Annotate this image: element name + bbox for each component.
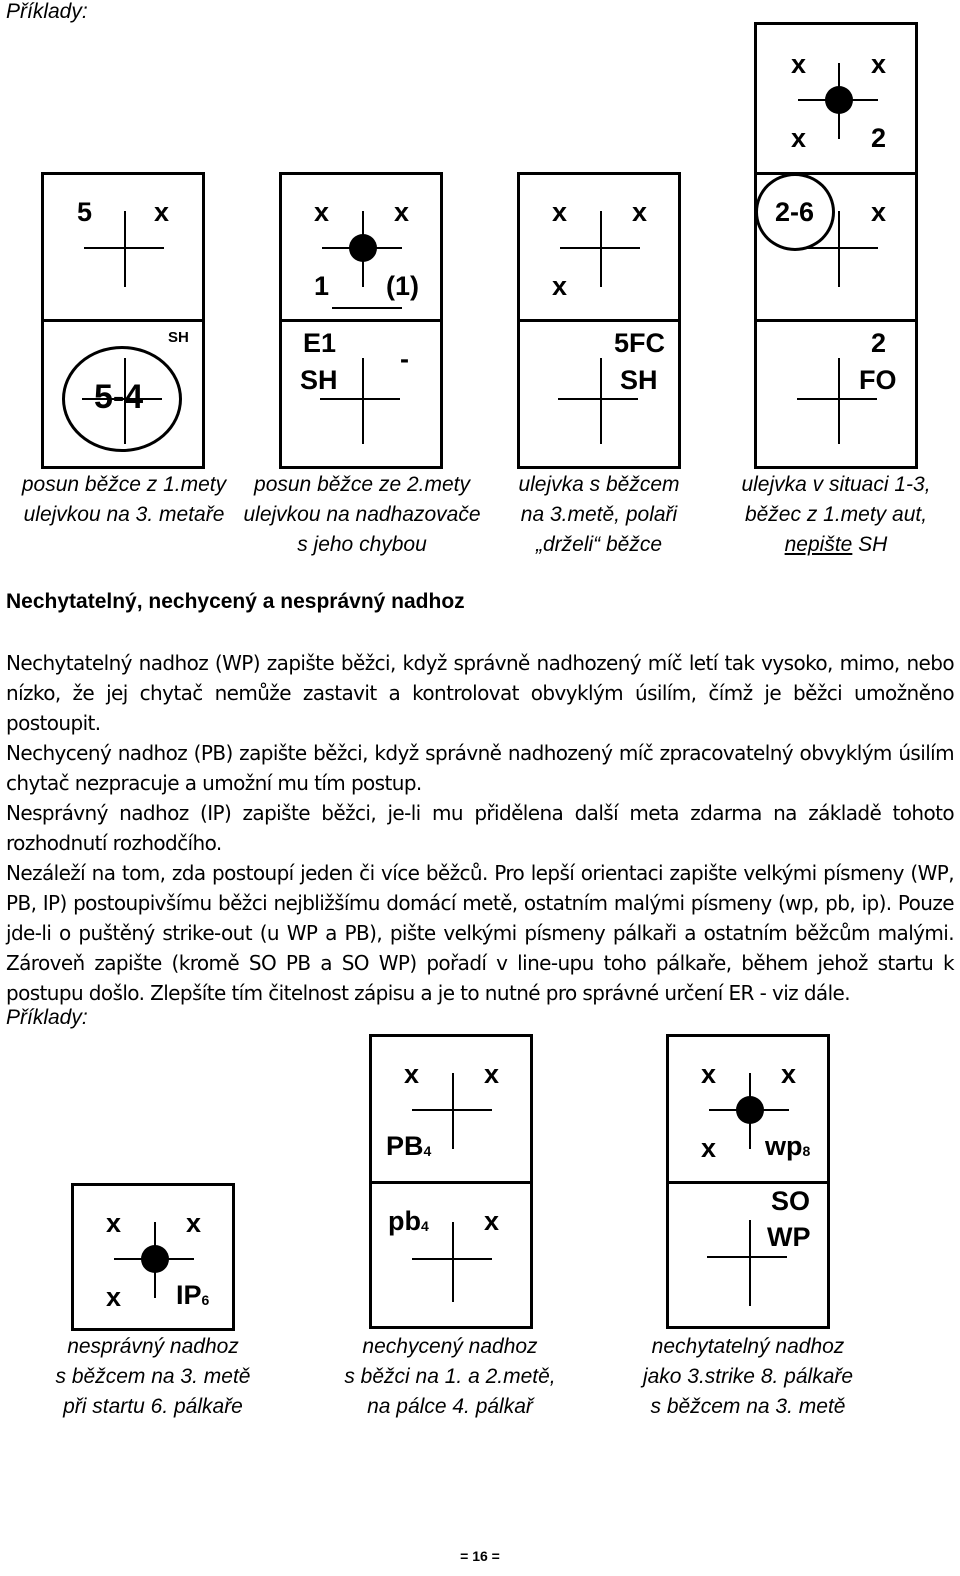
- mark-bl: x: [552, 271, 568, 301]
- scorebox-upper: [666, 1034, 830, 1184]
- runner-dot: [736, 1096, 764, 1124]
- mark-out-fc: 5FC: [614, 328, 666, 358]
- mark-bl: x: [701, 1133, 717, 1163]
- diamond-vertical: [838, 358, 840, 444]
- diamond-horizontal: [412, 1109, 492, 1111]
- caption-line: ulejvkou na 3. metaře: [23, 503, 225, 526]
- caption: [232, 470, 492, 560]
- runner-dot: [825, 86, 853, 114]
- mark-tl: x: [404, 1059, 420, 1089]
- scorebox-upper: [369, 1034, 533, 1184]
- mark-out-play: 2-6: [775, 197, 815, 227]
- caption-line: ulejvka s běžcem: [518, 473, 680, 496]
- mark-tr: x: [186, 1208, 202, 1238]
- mark-sh: SH: [300, 365, 338, 395]
- caption: [33, 1332, 273, 1422]
- mark-tr: x: [394, 197, 410, 227]
- mark-force-out: FO: [859, 365, 897, 395]
- mark-passed-ball: [386, 1133, 431, 1160]
- mark-sub: 6: [201, 1292, 210, 1308]
- diamond-vertical: [124, 211, 126, 287]
- caption-line: s běžcem na 3. metě: [650, 1395, 846, 1418]
- mark-tr: x: [781, 1059, 797, 1089]
- mark-strikeout: SO: [771, 1186, 811, 1216]
- runner-dot: [141, 1245, 169, 1273]
- mark-tr: x: [871, 49, 887, 79]
- caption-line: posun běžce z 1.mety: [21, 473, 227, 496]
- diamond-horizontal: [707, 1256, 787, 1258]
- scorebox-lower: [666, 1181, 830, 1329]
- mark-tr: x: [154, 197, 170, 227]
- mark-wild-pitch-lower: WP: [767, 1222, 811, 1252]
- paragraph: Nezáleží na tom, zda postoupí jeden či více běžců. Pro lepší orientaci zapište velkými písmeny (WP, PB, IP) postoupivšímu běžci nejbližšímu domácí metě, ostatním malými písmeny (wp, pb, ip). Pouze jde-li o puštěný strike-out (u WP a PB), pište velkými písmeny pálkaři a ostatním běžcům malými. Zároveň zapište (kromě SO PB a SO WP) pořadí v line-upu toho pálkaře, během jehož startu k postupu došlo. Zlepšíte tím čitelnost zápisu a je to nutné pro správné určení ER - viz dále.: [6, 861, 954, 1005]
- runner-dot: [349, 234, 377, 262]
- mark-out-play: 5-4: [94, 378, 144, 416]
- examples-label-top: Příklady:: [6, 0, 88, 23]
- mark-tl: 5: [77, 197, 93, 227]
- caption: [618, 1332, 878, 1422]
- section-heading: Nechytatelný, nechycený a nesprávný nadhoz: [6, 590, 465, 613]
- caption-rest: SH: [852, 533, 888, 556]
- mark-main: pb: [388, 1206, 421, 1236]
- caption-line: nechytatelný nadhoz: [651, 1335, 845, 1358]
- caption-line: běžec z 1.mety aut,: [744, 503, 928, 526]
- caption: [479, 470, 719, 560]
- mark-sub: 4: [421, 1218, 429, 1234]
- mark-tr: x: [632, 197, 648, 227]
- mark-wild-pitch: [765, 1133, 810, 1160]
- caption-line: jako 3.strike 8. pálkaře: [642, 1365, 854, 1388]
- mark-tl: x: [552, 197, 568, 227]
- caption-line: s běžcem na 3. metě: [55, 1365, 251, 1388]
- scorebox-upper: [754, 172, 918, 322]
- scorebox-upper: [41, 172, 205, 322]
- mark-tl: x: [791, 49, 807, 79]
- diamond-horizontal: [560, 247, 640, 249]
- examples-label-bottom: Příklady:: [6, 1006, 88, 1029]
- mark-br: 2: [871, 123, 887, 153]
- scorebox-lower: [279, 319, 443, 469]
- scorebox-lower: [41, 319, 205, 469]
- mark-error: E1: [303, 328, 337, 358]
- mark-br: (1): [386, 271, 419, 301]
- mark-bl: x: [106, 1282, 122, 1312]
- diamond-horizontal: [320, 398, 400, 400]
- paragraph: Nechytatelný nadhoz (WP) zapište běžci, když správně nadhozený míč letí tak vysoko, mimo, nebo nízko, že jej chytač nemůže zastavit a kontrolovat obvyklým úsilím, čímž je běžci umožněno postoupit.: [6, 651, 954, 735]
- underline: [332, 307, 402, 309]
- diamond-vertical: [600, 211, 602, 287]
- caption-line: ulejvkou na nadhazovače: [243, 503, 481, 526]
- diamond-horizontal: [797, 398, 877, 400]
- diamond-vertical: [452, 1073, 454, 1149]
- mark-main: IP: [176, 1280, 202, 1310]
- mark-tl: x: [106, 1208, 122, 1238]
- diamond-vertical: [362, 358, 364, 444]
- mark-sh: SH: [620, 365, 658, 395]
- mark-tl: x: [701, 1059, 717, 1089]
- mark-out-num: 2: [871, 328, 887, 358]
- caption-line: „drželi“ běžce: [535, 533, 663, 556]
- paragraph: Nechycený nadhoz (PB) zapište běžci, když správně nadhozený míč zpracovatelný obvyklým úsilím chytač nezpracuje a umožní mu tím postup.: [6, 741, 954, 795]
- diamond-horizontal: [412, 1258, 492, 1260]
- body-text: [6, 648, 954, 1008]
- scorebox-upper: [279, 172, 443, 322]
- caption: [320, 1332, 580, 1422]
- scorebox-lower: [369, 1181, 533, 1329]
- caption-line: posun běžce ze 2.mety: [254, 473, 470, 496]
- mark-tr: x: [484, 1206, 500, 1236]
- caption: [2, 470, 246, 530]
- scorebox-lower: [754, 319, 918, 469]
- mark-sub: 8: [802, 1143, 811, 1159]
- diamond-vertical: [600, 358, 602, 444]
- mark-bl: x: [791, 123, 807, 153]
- diamond-vertical: [452, 1222, 454, 1302]
- diamond-horizontal: [558, 398, 638, 400]
- caption: [716, 470, 956, 560]
- caption-line: s jeho chybou: [297, 533, 427, 556]
- mark-tr: x: [871, 197, 887, 227]
- scorebox-lower: [517, 319, 681, 469]
- mark-main: PB: [386, 1131, 424, 1161]
- caption-line: na 3.metě, polaři: [520, 503, 678, 526]
- mark-sub: 4: [423, 1143, 432, 1159]
- mark-main: wp: [765, 1131, 803, 1161]
- mark-passed-ball-lower: [388, 1208, 429, 1235]
- caption-line: při startu 6. pálkaře: [63, 1395, 243, 1418]
- caption-line: nechycený nadhoz: [362, 1335, 538, 1358]
- page-number: = 16 =: [460, 1548, 500, 1564]
- diamond-vertical: [838, 211, 840, 287]
- mark-bl: 1: [314, 271, 330, 301]
- scorebox-top: [754, 22, 918, 175]
- caption-line: na pálce 4. pálkař: [367, 1395, 533, 1418]
- diamond-vertical: [749, 1220, 751, 1306]
- caption-line: ulejvka v situaci 1-3,: [741, 473, 931, 496]
- mark-illegal-pitch: [176, 1282, 209, 1309]
- mark-tr: x: [484, 1059, 500, 1089]
- diamond-horizontal: [84, 247, 164, 249]
- scorebox: [71, 1183, 235, 1331]
- caption-line: nesprávný nadhoz: [67, 1335, 239, 1358]
- mark-sh-small: SH: [168, 329, 189, 346]
- caption-line: [716, 530, 956, 560]
- scorebox-upper: [517, 172, 681, 322]
- caption-line: s běžci na 1. a 2.metě,: [344, 1365, 556, 1388]
- mark-minus: -: [400, 344, 409, 374]
- caption-underlined: nepište: [784, 533, 853, 556]
- mark-tl: x: [314, 197, 330, 227]
- paragraph: Nesprávný nadhoz (IP) zapište běžci, je-li mu přidělena další meta zdarma na základě tohoto rozhodnutí rozhodčího.: [6, 801, 954, 855]
